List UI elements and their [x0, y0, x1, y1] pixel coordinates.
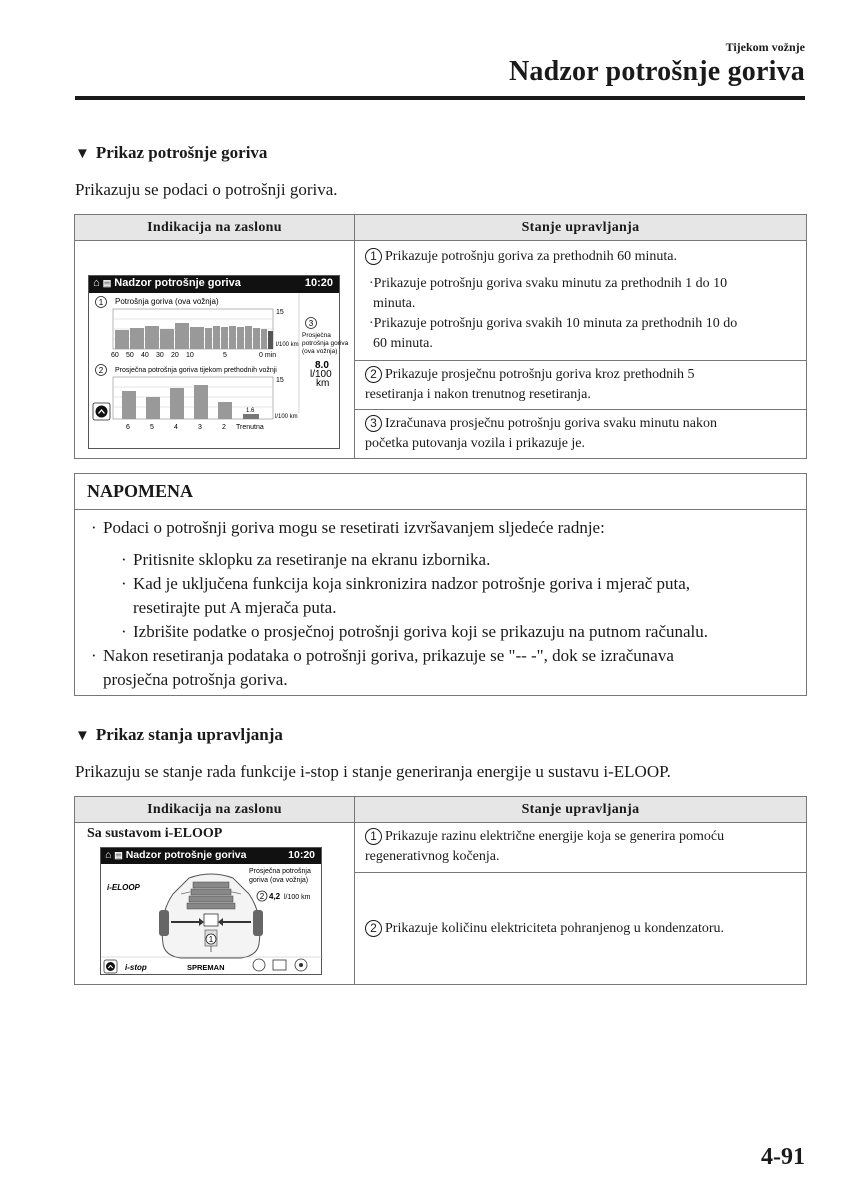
- section-lead: Prikazuju se stanje rada funkcije i-stop i stanje generiranja energije u sustavu i-ELOOP.: [75, 762, 671, 781]
- graph1-xtick: 40: [141, 352, 149, 359]
- avg-unit: l/100 km: [284, 894, 311, 901]
- level-bar: [191, 889, 231, 895]
- note-item-text: Nakon resetiranja podataka o potrošnji goriva, prikazuje se "-- -", dok se izračunava: [103, 646, 674, 665]
- num-circle: 1: [365, 248, 382, 265]
- note-item: · Nakon resetiranja podataka o potrošnji goriva, prikazuje se "-- -", dok se izračunava: [91, 646, 674, 665]
- screen-clock: 10:20: [304, 277, 333, 289]
- triangle-bullet-icon: ▼: [75, 146, 90, 162]
- graph1-bar: [145, 326, 159, 349]
- graph2-bar: [122, 391, 136, 419]
- graph1-ymax: 15: [276, 309, 284, 316]
- num-circle: 3: [365, 415, 382, 432]
- graph1-bar: [253, 328, 260, 349]
- istop-status: SPREMAN: [187, 963, 225, 972]
- back-icon: [96, 406, 108, 418]
- marker-2-label: 2: [98, 366, 104, 375]
- bullet-line: minuta.: [373, 296, 416, 311]
- note-subitem-text: Izbrišite podatke o prosječnoj potrošnji goriva koji se prikazuju na putnom računalu.: [133, 622, 709, 641]
- note-subitem: · Izbrišite podatke o prosječnoj potrošnji goriva koji se prikazuju na putnom računalu.: [121, 622, 709, 641]
- note-item-text: prosječna potrošnja goriva.: [103, 670, 288, 689]
- home-icon: ⌂: [93, 277, 100, 289]
- graph2-bars: [122, 385, 259, 419]
- eloop-logo-text: i-ELOOP: [107, 883, 140, 892]
- graph1-bars: [115, 323, 273, 349]
- graph2-unit: l/100 km: [275, 414, 298, 420]
- wheel-right: [253, 910, 263, 936]
- level-bar: [189, 896, 233, 902]
- screen-illustration-cell: [75, 823, 355, 985]
- side-label-2: potrošnja goriva: [302, 340, 349, 347]
- note-item: · Podaci o potrošnji goriva mogu se resetirati izvršavanjem sljedeće radnje:: [91, 518, 605, 537]
- graph1-bar: [221, 327, 228, 349]
- istop-label: i-stop: [125, 963, 147, 972]
- num-circle: 2: [365, 920, 382, 937]
- graph1-bar: [130, 328, 144, 349]
- note-subitem-text: Kad je uključena funkcija koja sinkronizira nadzor potrošnje goriva i mjerač puta,: [133, 574, 691, 593]
- graph2-bar: [146, 397, 160, 419]
- note-body: [75, 510, 806, 698]
- eloop-svg: [101, 864, 323, 975]
- state-row-2: [355, 361, 807, 410]
- graph1-bar: [261, 329, 267, 349]
- state-row-1-line2: regenerativnog kočenja.: [365, 849, 500, 864]
- page-number: 4-91: [761, 1144, 805, 1170]
- state-row-1: [355, 823, 807, 873]
- side-value: 8.0: [315, 360, 329, 371]
- eloop-label: Sa sustavom i-ELOOP: [87, 826, 223, 841]
- side-label-3: (ova vožnja): [302, 348, 338, 355]
- num-circle: 1: [365, 828, 382, 845]
- avg-value: 4,2: [269, 892, 281, 901]
- graph2-bar-current: [243, 414, 259, 419]
- graph1-xtick: 50: [126, 352, 134, 359]
- screen-title: Nadzor potrošnje goriva: [125, 849, 247, 861]
- col-header-display: Indikacija na zaslonu: [75, 797, 355, 823]
- graph1-xtick: 20: [171, 352, 179, 359]
- graph2-xticks: [126, 424, 264, 431]
- running-header-section: Tijekom vožnje: [725, 40, 805, 54]
- fuel-consumption-table: [74, 214, 807, 459]
- graph1-bar: [160, 329, 174, 349]
- fuel-graphs-svg: [89, 293, 349, 449]
- graph1-xtick: 10: [186, 352, 194, 359]
- graph2-bar: [194, 385, 208, 419]
- graph2-xtick: 6: [126, 424, 130, 431]
- side-unit-2: km: [316, 378, 330, 389]
- graph2-bar: [170, 388, 184, 419]
- level-bar: [187, 903, 235, 909]
- screen-title-bar: [89, 276, 339, 293]
- avg-label-2: goriva (ova vožnja): [249, 877, 309, 884]
- control-state-table: [74, 796, 807, 985]
- note-box: [74, 473, 807, 696]
- home-icon: ⌂: [105, 849, 112, 861]
- avg-label-1: Prosječna potrošnja: [249, 868, 311, 875]
- side-label-1: Prosječna: [302, 332, 331, 339]
- section-heading-control-state: [75, 725, 283, 745]
- graph2-label: Prosječna potrošnja goriva tijekom prethodnih vožnji: [115, 367, 277, 374]
- battery-icon: [273, 960, 286, 970]
- graph1-label: Potrošnja goriva (ova vožnja): [115, 297, 219, 306]
- section-lead: Prikazuju se podaci o potrošnji goriva.: [75, 180, 338, 199]
- marker-3-label: 3: [308, 319, 314, 328]
- state-row-2-line1: Prikazuje količinu elektriciteta pohranjenog u kondenzatoru.: [385, 920, 724, 936]
- graph1-xticks: [111, 352, 276, 359]
- graph2-bar: [218, 402, 232, 419]
- fuel-icon: ▤: [102, 278, 112, 288]
- note-subitem: · Kad je uključena funkcija koja sinkronizira nadzor potrošnje goriva i mjerač puta,: [121, 574, 691, 593]
- fuel-icon: ▤: [114, 850, 123, 860]
- wheel-left: [159, 910, 169, 936]
- fuel-monitor-screen: [88, 275, 349, 449]
- state-row-1-bullets: [365, 274, 798, 354]
- page-title: Nadzor potrošnje goriva: [509, 56, 805, 87]
- fan-hub-icon: [299, 963, 303, 967]
- graph2-ymax: 15: [276, 377, 284, 384]
- graph1-bar: [245, 326, 252, 349]
- screen-illustration-cell: [75, 241, 355, 459]
- section-heading-text: Prikaz stanja upravljanja: [95, 725, 283, 744]
- back-icon: [106, 962, 115, 971]
- graph1-bar: [229, 326, 236, 349]
- graph2-xtick: 5: [150, 424, 154, 431]
- num-circle: 2: [365, 366, 382, 383]
- side-unit-1: l/100: [310, 369, 332, 380]
- state-row-3-line1: Izračunava prosječnu potrošnju goriva svaku minutu nakon: [385, 416, 718, 431]
- eloop-screen: [100, 847, 322, 975]
- graph1-bar: [175, 323, 189, 349]
- screen-clock: 10:20: [288, 849, 315, 861]
- graph1-bar: [190, 327, 204, 349]
- note-subitem: · Pritisnite sklopku za resetiranje na ekranu izbornika.: [121, 550, 491, 569]
- bullet-line: ·Prikazuje potrošnju goriva svakih 10 minuta za prethodnih 10 do: [369, 316, 738, 331]
- marker-1-label: 1: [98, 298, 104, 307]
- state-row-3: [355, 410, 807, 459]
- screen-title: Nadzor potrošnje goriva: [114, 277, 241, 289]
- note-title: NAPOMENA: [75, 474, 806, 510]
- bullet-line: ·Prikazuje potrošnju goriva svaku minutu za prethodnih 1 do 10: [369, 276, 728, 291]
- graph1-unit: l/100 km: [276, 342, 299, 348]
- triangle-bullet-icon: ▼: [75, 728, 90, 744]
- state-row-1-line1: Prikazuje razinu električne energije koja se generira pomoću: [385, 829, 725, 844]
- level-bar: [193, 882, 229, 888]
- graph1-bar: [237, 327, 244, 349]
- section-heading-text: Prikaz potrošnje goriva: [95, 143, 268, 162]
- steering-wheel-icon: [253, 959, 265, 971]
- header-rule: [75, 96, 805, 100]
- screen-title-bar: [101, 848, 321, 864]
- graph2-xtick: 4: [174, 424, 178, 431]
- bullet-line: 60 minuta.: [373, 336, 433, 351]
- graph2-xtick: Trenutna: [236, 424, 264, 431]
- state-row-1-text: Prikazuje potrošnju goriva za prethodnih 60 minuta.: [385, 249, 677, 264]
- col-header-display: Indikacija na zaslonu: [75, 215, 355, 241]
- col-header-state: Stanje upravljanja: [355, 797, 807, 823]
- state-row-2-line1: Prikazuje prosječnu potrošnju goriva kroz prethodnih 5: [385, 367, 695, 382]
- note-item-text: Podaci o potrošnji goriva mogu se resetirati izvršavanjem sljedeće radnje:: [103, 518, 605, 537]
- state-row-1: [355, 241, 807, 361]
- state-row-2: [355, 873, 807, 985]
- note-subitem-text: resetirajte put A mjerača puta.: [133, 598, 337, 617]
- section-heading-fuel-consumption: [75, 143, 267, 163]
- marker-1-label: 1: [208, 935, 214, 944]
- graph1-bar-current: [268, 331, 273, 349]
- graph1-xtick: 60: [111, 352, 119, 359]
- graph1-bar: [115, 330, 129, 349]
- note-subitem-text: Pritisnite sklopku za resetiranje na ekranu izbornika.: [133, 550, 491, 569]
- state-row-3-line2: početka putovanja vozila i prikazuje je.: [365, 436, 586, 451]
- graph2-xtick: 2: [222, 424, 226, 431]
- col-header-state: Stanje upravljanja: [355, 215, 807, 241]
- graph2-xtick: 3: [198, 424, 202, 431]
- graph1-xtick: 0 min: [259, 352, 277, 359]
- graph1-xtick: 30: [156, 352, 164, 359]
- graph1-xtick: 5: [223, 352, 227, 359]
- state-row-2-line2: resetiranja i nakon trenutnog resetiranja.: [365, 387, 591, 402]
- graph1-bar: [205, 328, 212, 349]
- capacitor-icon: [204, 914, 218, 926]
- graph1-bar: [213, 326, 220, 349]
- marker-2-label: 2: [259, 892, 265, 901]
- graph2-value: 1.6: [246, 408, 255, 414]
